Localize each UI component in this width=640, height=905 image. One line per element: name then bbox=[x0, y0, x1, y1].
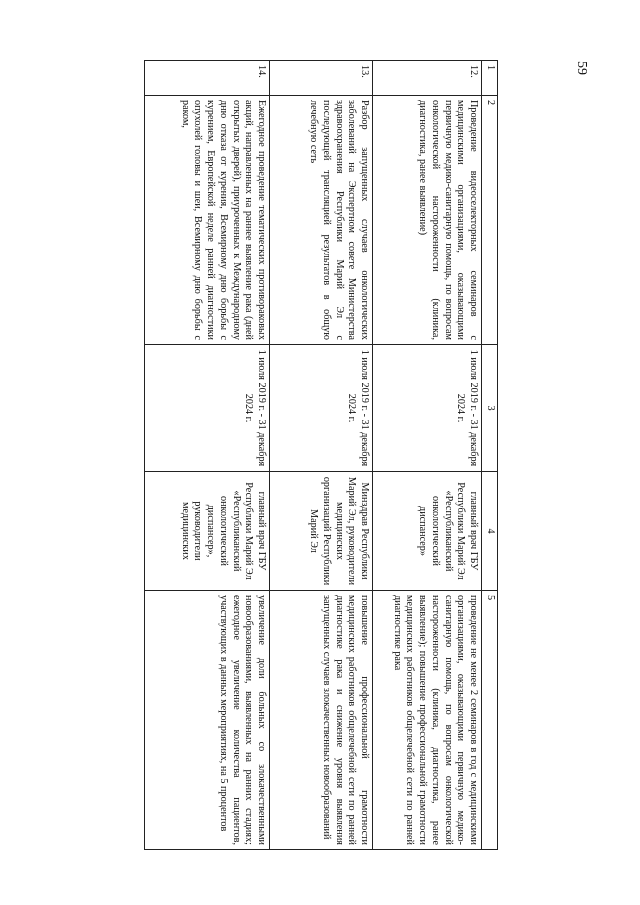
result-cell: повышение профессиональной грамотности медицинских работников общелечебной сети по ранней диагностике рака и снижение уровня выявления запущенных случаев злокачественных новообразований bbox=[270, 591, 373, 850]
period-cell: 1 июля 2019 г. - 31 декабря 2024 г. bbox=[270, 345, 373, 472]
period-cell: 1 июля 2019 г. - 31 декабря 2024 г. bbox=[145, 345, 270, 472]
page-number: 59 bbox=[574, 61, 589, 75]
result-cell: проведение не менее 2 семинаров в год с медицинскими организациями, оказывающими первичную медико-санитарную помощь, по вопросам онкологической настороженности (клиника, диагностика, ранее выявление); повышение профессиональной грамотности медицинских работников общелечебной сети по ранней диагностике рака bbox=[373, 591, 482, 850]
rotated-table-container bbox=[108, 60, 498, 850]
header-col-5: 5 bbox=[482, 591, 498, 850]
row-number: 12. bbox=[373, 61, 482, 96]
responsible-cell: главный врач ГБУ Республики Марий Эл «Республиканский онкологический диспансер», руководители медицинских bbox=[145, 472, 270, 591]
responsible-cell: Минздрав Республики Марий Эл, руководители медицинских организаций Республики Марий Эл bbox=[270, 472, 373, 591]
table-row bbox=[145, 61, 270, 850]
header-col-1: 1 bbox=[482, 61, 498, 96]
table-header-row bbox=[482, 61, 498, 850]
table-row bbox=[373, 61, 482, 850]
result-cell: увеличение доли больных со злокачественными новообразованиями, выявленных на ранних стадиях; ежегодное увеличение количества пациентов, участвующих в данных мероприятиях, на 5 процентов bbox=[145, 591, 270, 850]
header-col-4: 4 bbox=[482, 472, 498, 591]
activity-cell: Ежегодное проведение тематических противораковых акций, направленных на раннее выявление рака (дней открытых дверей), приуроченных к Международному дню отказа от курения, Всемирному дню борьбы с курением, Европейской неделе ранней диагностики опухолей головы и шеи, Всемирному дню борьбы с раком, bbox=[145, 96, 270, 345]
activity-cell: Проведение видеоселекторных семинаров с медицинскими организациями, оказывающими первичную медико-санитарную помощь, по вопросам онкологической настороженности (клиника, диагностика, ранее выявление) bbox=[373, 96, 482, 345]
period-cell: 1 июля 2019 г. - 31 декабря 2024 г. bbox=[373, 345, 482, 472]
row-number: 13. bbox=[270, 61, 373, 96]
activities-table bbox=[144, 60, 498, 850]
header-col-2: 2 bbox=[482, 96, 498, 345]
activity-cell: Разбор запущенных случаев онкологических заболеваний на Экспертном совете Министерства здравоохранения Республики Марий Эл с последующей трансляцией результатов в общую лечебную сеть bbox=[270, 96, 373, 345]
responsible-cell: главный врач ГБУ Республики Марий Эл «Республиканский онкологический диспансер» bbox=[373, 472, 482, 591]
table-row bbox=[270, 61, 373, 850]
row-number: 14. bbox=[145, 61, 270, 96]
header-col-3: 3 bbox=[482, 345, 498, 472]
